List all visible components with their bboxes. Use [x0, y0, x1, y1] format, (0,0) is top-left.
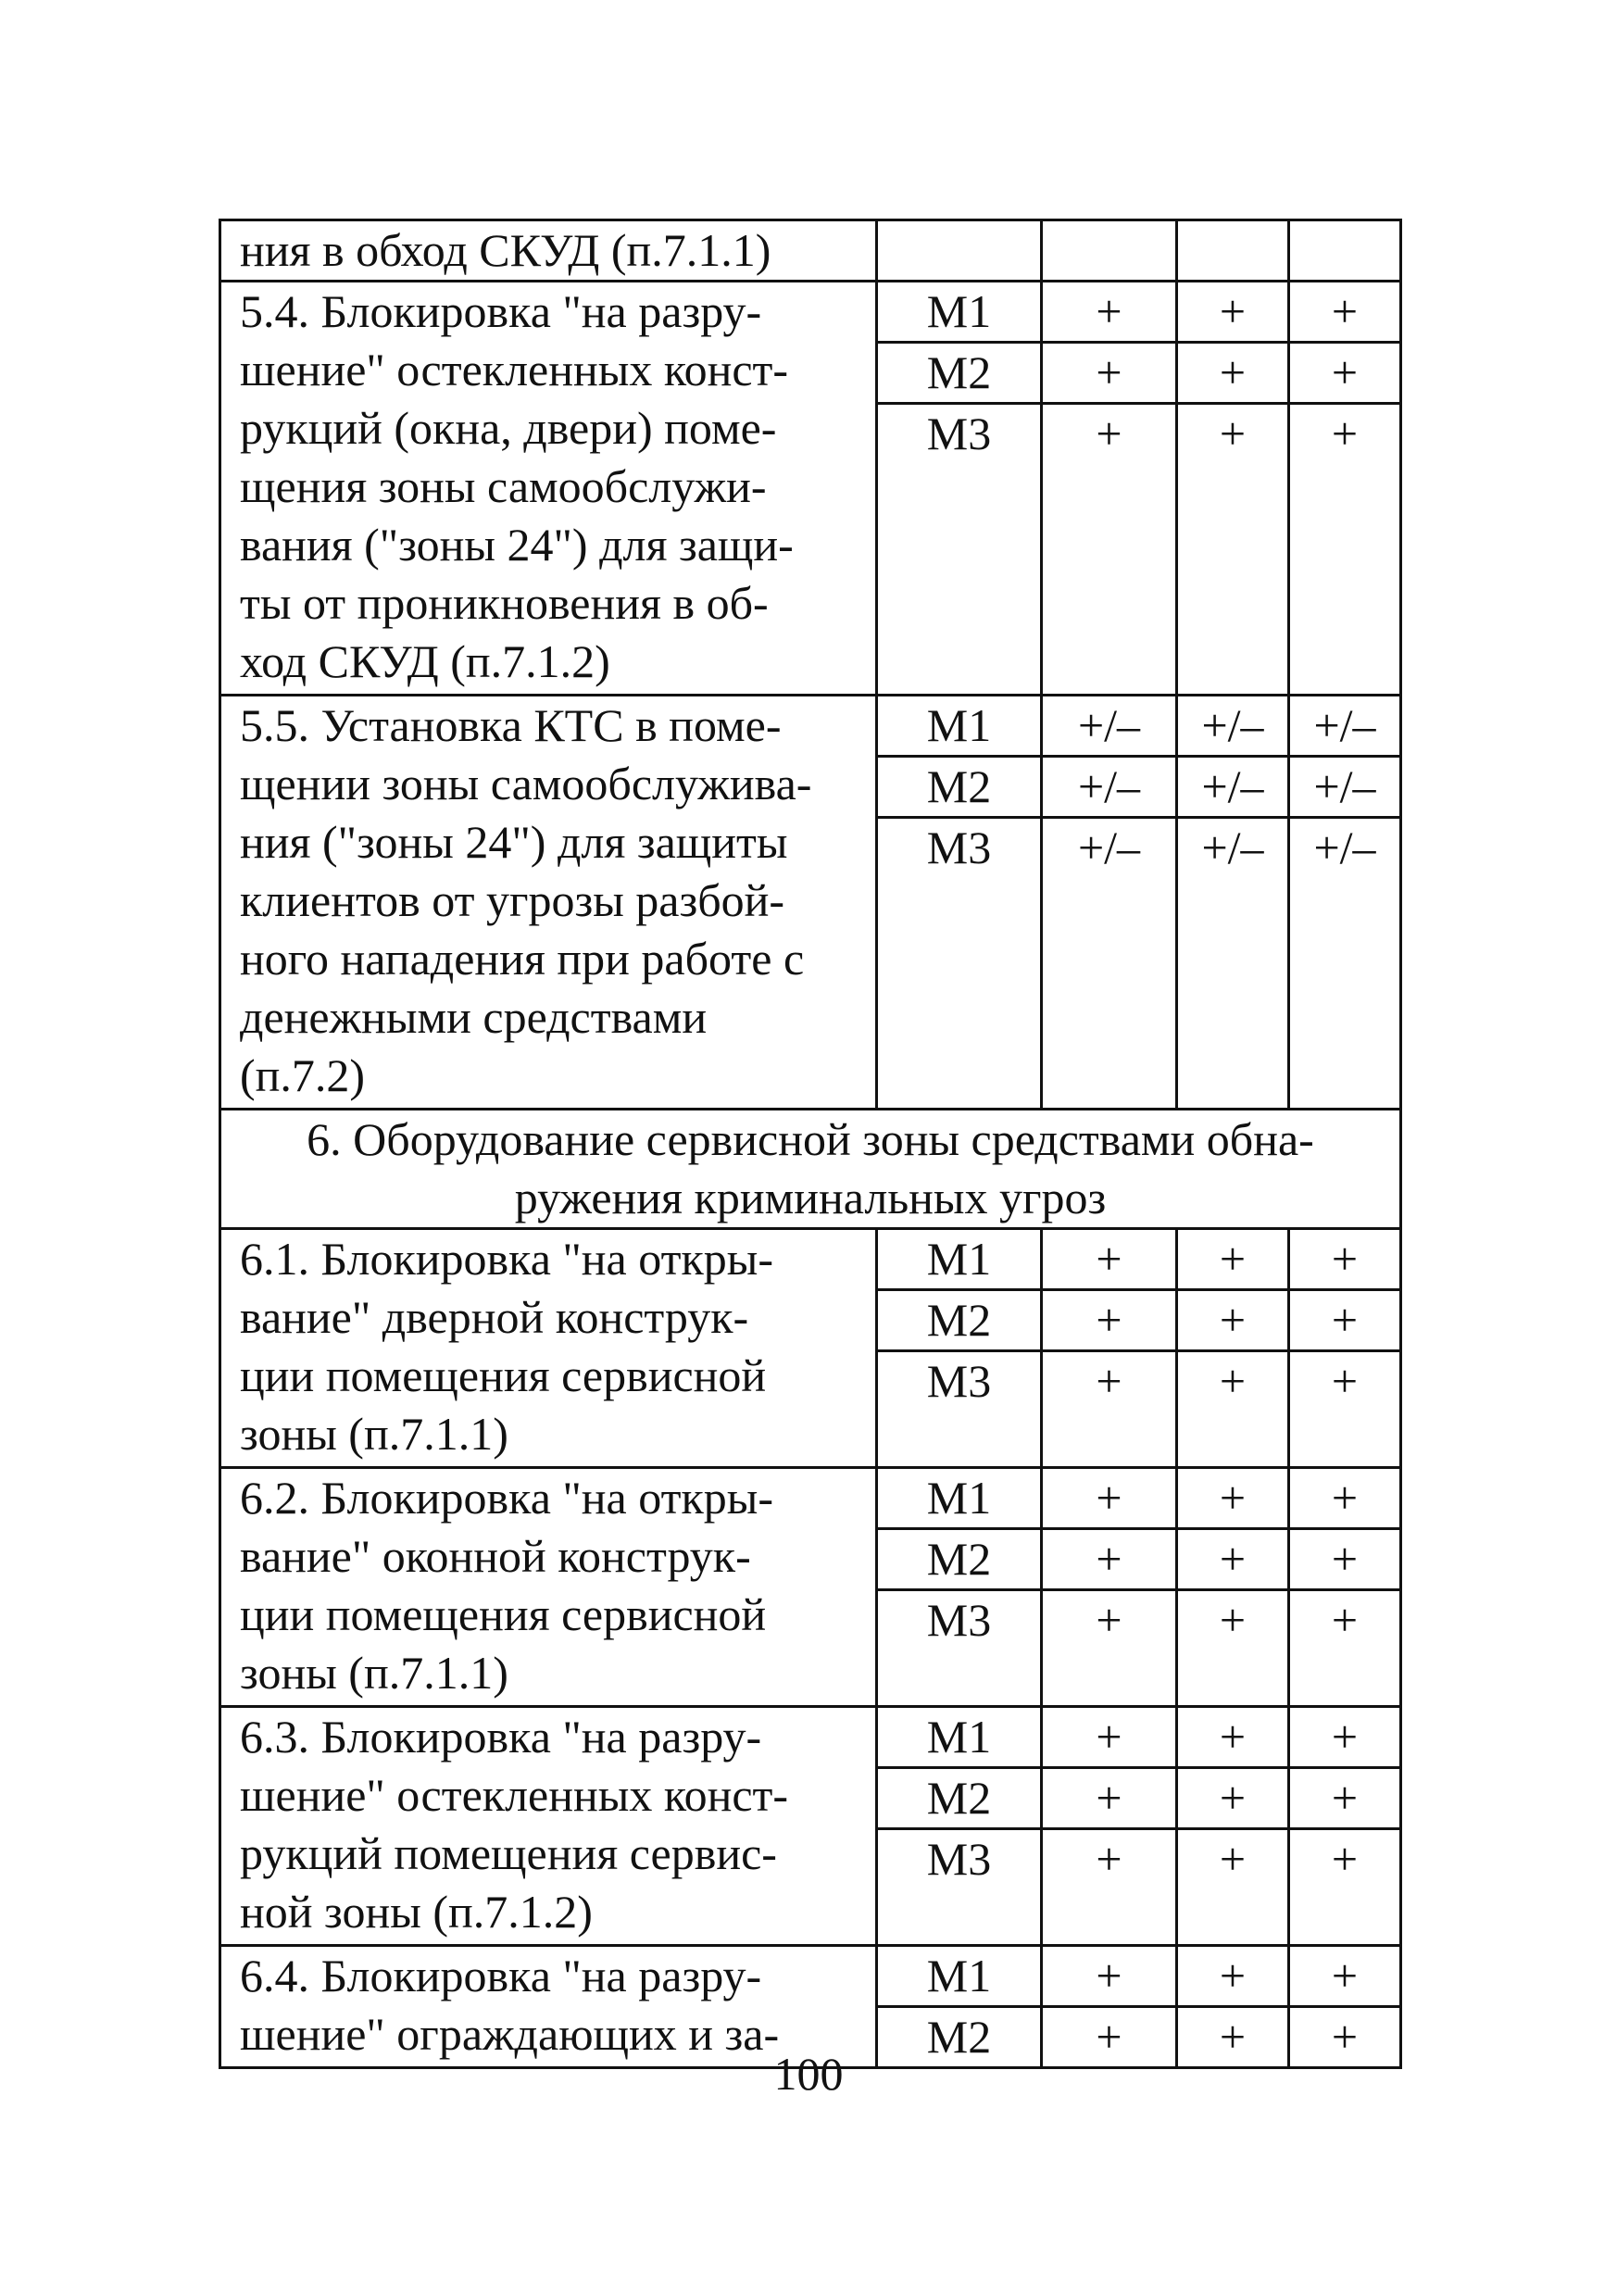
value-cell [1289, 220, 1401, 282]
table-row [220, 1229, 1401, 1290]
value-cell: + [1289, 1768, 1401, 1829]
value-cell: + [1289, 404, 1401, 696]
table-row [220, 696, 1401, 757]
value-cell: + [1042, 1946, 1177, 2007]
value-cell: + [1177, 1351, 1289, 1468]
mode-cell: М2 [877, 2007, 1042, 2068]
value-cell: + [1042, 1351, 1177, 1468]
mode-cell: М1 [877, 282, 1042, 343]
mode-cell: М3 [877, 1590, 1042, 1707]
value-cell: + [1289, 1590, 1401, 1707]
row-description: 5.4. Блокировка "на разру- шение" остекленных конст- рукций (окна, двери) поме- щения зоны самообслужи- вания ("зоны 24") для защи- ты от проникновения в об- ход СКУД (п.7.1.2) [220, 282, 877, 696]
table-row [220, 1946, 1401, 2007]
value-cell: +/– [1289, 696, 1401, 757]
value-cell: + [1289, 282, 1401, 343]
value-cell: +/– [1042, 696, 1177, 757]
value-cell: + [1289, 1829, 1401, 1946]
value-cell: + [1289, 1468, 1401, 1529]
value-cell: + [1042, 1468, 1177, 1529]
value-cell: + [1042, 1829, 1177, 1946]
value-cell: + [1177, 343, 1289, 404]
value-cell: + [1177, 1707, 1289, 1768]
row-description: 6.3. Блокировка "на разру- шение" остекленных конст- рукций помещения сервис- ной зоны (п.7.1.2) [220, 1707, 877, 1946]
mode-cell: М3 [877, 404, 1042, 696]
row-description: 6.2. Блокировка "на откры- вание" оконной конструк- ции помещения сервисной зоны (п.7.1.1) [220, 1468, 877, 1707]
page-number: 100 [773, 2048, 844, 2100]
value-cell: + [1177, 1768, 1289, 1829]
value-cell: + [1042, 2007, 1177, 2068]
value-cell: + [1177, 1829, 1289, 1946]
value-cell: +/– [1042, 818, 1177, 1110]
section-heading: 6. Оборудование сервисной зоны средствами обна- ружения криминальных угроз [220, 1110, 1401, 1229]
value-cell: +/– [1177, 757, 1289, 818]
value-cell: + [1042, 1290, 1177, 1351]
value-cell: + [1042, 282, 1177, 343]
value-cell: + [1042, 1590, 1177, 1707]
value-cell: + [1289, 1351, 1401, 1468]
value-cell: + [1289, 1290, 1401, 1351]
table-row [220, 1707, 1401, 1768]
mode-cell: М3 [877, 1351, 1042, 1468]
section-heading-row [220, 1110, 1401, 1229]
mode-cell: М2 [877, 343, 1042, 404]
mode-cell: М1 [877, 1468, 1042, 1529]
mode-cell: М1 [877, 1229, 1042, 1290]
value-cell: + [1289, 343, 1401, 404]
value-cell: + [1177, 1468, 1289, 1529]
value-cell: + [1177, 2007, 1289, 2068]
value-cell: + [1289, 2007, 1401, 2068]
mode-cell: М3 [877, 818, 1042, 1110]
row-description: ния в обход СКУД (п.7.1.1) [220, 220, 877, 282]
value-cell: + [1289, 1707, 1401, 1768]
requirements-table [219, 219, 1402, 2069]
value-cell: +/– [1289, 757, 1401, 818]
value-cell [1177, 220, 1289, 282]
value-cell: +/– [1177, 818, 1289, 1110]
value-cell [1042, 220, 1177, 282]
value-cell: + [1042, 1707, 1177, 1768]
table-row [220, 282, 1401, 343]
mode-cell: М1 [877, 1707, 1042, 1768]
table-row [220, 220, 1401, 282]
mode-cell: М2 [877, 1290, 1042, 1351]
value-cell: + [1042, 1229, 1177, 1290]
value-cell: + [1177, 1590, 1289, 1707]
mode-cell: М1 [877, 696, 1042, 757]
row-description: 6.4. Блокировка "на разру- шение" ограждающих и за- [220, 1946, 877, 2068]
value-cell: + [1289, 1529, 1401, 1590]
mode-cell: М1 [877, 1946, 1042, 2007]
mode-cell: М2 [877, 1768, 1042, 1829]
row-description: 6.1. Блокировка "на откры- вание" дверной конструк- ции помещения сервисной зоны (п.7.1.1) [220, 1229, 877, 1468]
table-row [220, 1468, 1401, 1529]
mode-cell [877, 220, 1042, 282]
value-cell: + [1177, 1946, 1289, 2007]
value-cell: + [1177, 282, 1289, 343]
value-cell: +/– [1177, 696, 1289, 757]
value-cell: + [1177, 1529, 1289, 1590]
row-description: 5.5. Установка КТС в поме- щении зоны самообслужива- ния ("зоны 24") для защиты клиентов от угрозы разбой- ного нападения при работе с денежными средствами (п.7.2) [220, 696, 877, 1110]
value-cell: + [1042, 343, 1177, 404]
value-cell: + [1177, 1229, 1289, 1290]
value-cell: + [1042, 404, 1177, 696]
mode-cell: М2 [877, 757, 1042, 818]
value-cell: +/– [1042, 757, 1177, 818]
value-cell: + [1177, 1290, 1289, 1351]
value-cell: + [1289, 1946, 1401, 2007]
value-cell: +/– [1289, 818, 1401, 1110]
value-cell: + [1289, 1229, 1401, 1290]
value-cell: + [1177, 404, 1289, 696]
value-cell: + [1042, 1768, 1177, 1829]
mode-cell: М2 [877, 1529, 1042, 1590]
value-cell: + [1042, 1529, 1177, 1590]
mode-cell: М3 [877, 1829, 1042, 1946]
